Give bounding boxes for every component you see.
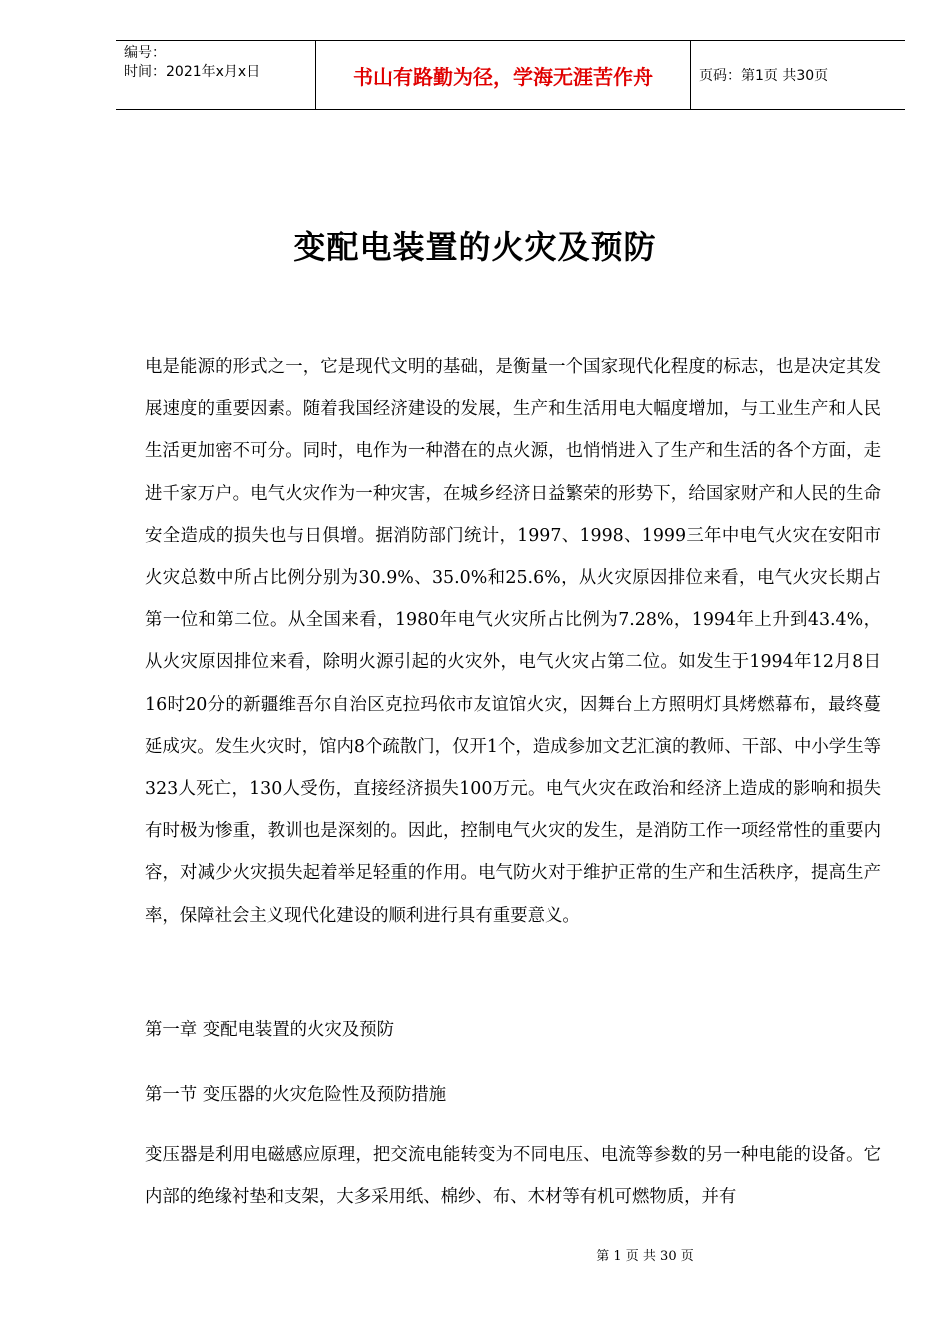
intro-paragraph: 电是能源的形式之一，它是现代文明的基础，是衡量一个国家现代化程度的标志，也是决定其发展速度的重要因素。随着我国经济建设的发展，生产和生活用电大幅度增加，与工业生产和人民生活更加密不可分。同时，电作为一种潜在的点火源，也悄悄进入了生产和生活的各个方面，走进千家万户。电气火灾作为一种灾害，在城乡经济日益繁荣的形势下，给国家财产和人民的生命安全造成的损失也与日俱增。据消防部门统计，1997、1998、1999三年中电气火灾在安阳市火灾总数中所占比例分别为30.9%、35.0%和25.6%，从火灾原因排位来看，电气火灾长期占第一位和第二位。从全国来看，1980年电气火灾所占比例为7.28%，1994年上升到43.4%，从火灾原因排位来看，除明火源引起的火灾外，电气火灾占第二位。如发生于1994年12月8日16时20分的新疆维吾尔自治区克拉玛依市友谊馆火灾，因舞台上方照明灯具烤燃幕布，最终蔓延成灾。发生火灾时，馆内8个疏散门，仅开1个，造成参加文艺汇演的教师、干部、中小学生等323人死亡，130人受伤，直接经济损失100万元。电气火灾在政治和经济上造成的影响和损失有时极为惨重，教训也是深刻的。因此，控制电气火灾的发生，是消防工作一项经常性的重要内容，对减少火灾损失起着举足轻重的作用。电气防火对于维护正常的生产和生活秩序，提高生产率，保障社会主义现代化建设的顺利进行具有重要意义。 <box>145 357 881 926</box>
document-title: 变配电装置的火灾及预防 <box>293 228 657 266</box>
section-paragraph: 变压器是利用电磁感应原理，把交流电能转变为不同电压、电流等参数的另一种电能的设备。它内部的绝缘衬垫和支架，大多采用纸、棉纱、布、木材等有机可燃物质，并有 <box>145 1145 881 1208</box>
time-label: 时间：2021年x月x日 <box>124 64 261 80</box>
section-text <box>145 1134 881 1218</box>
page-header <box>116 40 905 110</box>
header-motto: 书山有路勤为径，学海无涯苦作舟 <box>316 41 691 109</box>
chapter-heading: 第一章 变配电装置的火灾及预防 <box>145 1020 394 1040</box>
intro-text <box>145 346 881 937</box>
header-meta <box>116 41 316 109</box>
header-page-info: 页码：第1页 共30页 <box>699 68 829 84</box>
page-footer: 第 1 页 共 30 页 <box>596 1249 694 1264</box>
section-heading: 第一节 变压器的火灾危险性及预防措施 <box>145 1085 447 1105</box>
number-label: 编号： <box>124 45 166 61</box>
